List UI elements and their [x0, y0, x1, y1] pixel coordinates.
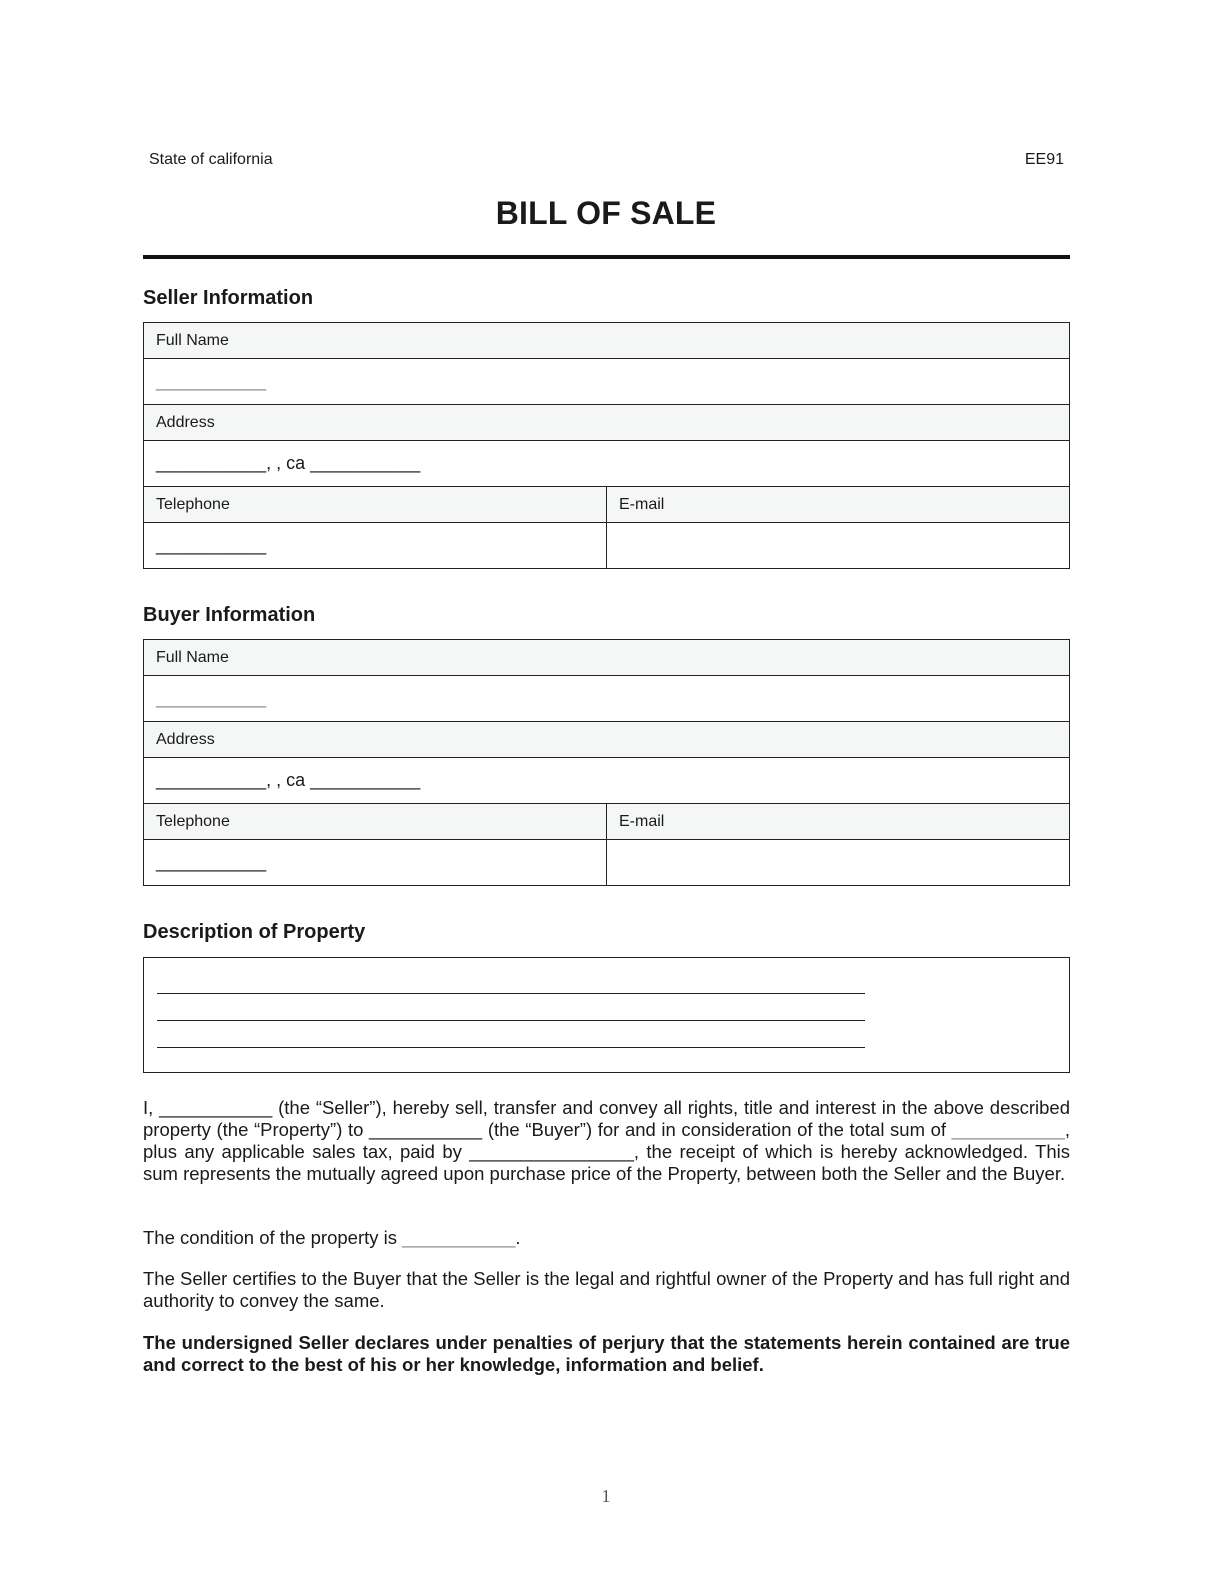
seller-address-field[interactable]: ___________, , ca ___________ — [144, 441, 1070, 487]
ownership-paragraph: The Seller certifies to the Buyer that the Seller is the legal and rightful owner of the Property and has full right and authority to convey the same. — [143, 1268, 1070, 1311]
buyer-telephone-label: Telephone — [144, 804, 607, 840]
seller-telephone-field[interactable]: ___________ — [144, 523, 607, 569]
buyer-address-field[interactable]: ___________, , ca ___________ — [144, 758, 1070, 804]
seller-table — [143, 322, 1070, 569]
seller-full-name-label: Full Name — [144, 323, 1070, 359]
buyer-table — [143, 639, 1070, 886]
buyer-email-field[interactable] — [607, 840, 1070, 886]
seller-email-field[interactable] — [607, 523, 1070, 569]
property-heading: Description of Property — [143, 921, 366, 943]
condition-text-b: . — [515, 1227, 521, 1248]
description-line — [157, 993, 865, 994]
document-title: BILL OF SALE — [495, 195, 717, 231]
property-description-box[interactable] — [143, 957, 1070, 1073]
form-code: EE91 — [1024, 151, 1064, 168]
state-label: State of california — [149, 151, 273, 168]
buyer-heading: Buyer Information — [143, 604, 316, 626]
buyer-full-name-label: Full Name — [144, 640, 1070, 676]
buyer-address-label: Address — [144, 722, 1070, 758]
seller-heading: Seller Information — [143, 287, 314, 309]
seller-full-name-field[interactable]: ___________ — [144, 359, 1070, 405]
seller-telephone-label: Telephone — [144, 487, 607, 523]
seller-email-label: E-mail — [607, 487, 1070, 523]
buyer-full-name-field[interactable]: ___________ — [144, 676, 1070, 722]
description-line — [157, 1047, 865, 1048]
condition-blank[interactable]: ___________ — [402, 1227, 516, 1248]
title-divider — [143, 255, 1070, 259]
page-number: 1 — [601, 1486, 611, 1506]
perjury-declaration: The undersigned Seller declares under penalties of perjury that the statements herein contained are true and correct to the best of his or her knowledge, information and belief. — [143, 1332, 1070, 1375]
description-line — [157, 1020, 865, 1021]
buyer-email-label: E-mail — [607, 804, 1070, 840]
seller-address-label: Address — [144, 405, 1070, 441]
buyer-telephone-field[interactable]: ___________ — [144, 840, 607, 886]
conveyance-text-a: I, ___________ (the “Seller”), hereby sell, transfer and convey all rights, title and interest in the above described property (the “Property”) to ___________ (the “Buyer”) for and in consideration of the total sum of — [143, 1097, 1070, 1140]
condition-paragraph — [143, 1227, 1070, 1249]
sum-blank[interactable]: ___________ — [951, 1119, 1065, 1140]
conveyance-text-b: , plus any applicable sales tax, paid by ________________, the receipt of which is hereby acknowledged. This sum represents the mutually agreed upon purchase price of the Property, between both the Seller and the Buyer. — [143, 1119, 1070, 1184]
condition-text-a: The condition of the property is — [143, 1227, 403, 1248]
conveyance-paragraph — [143, 1097, 1070, 1185]
